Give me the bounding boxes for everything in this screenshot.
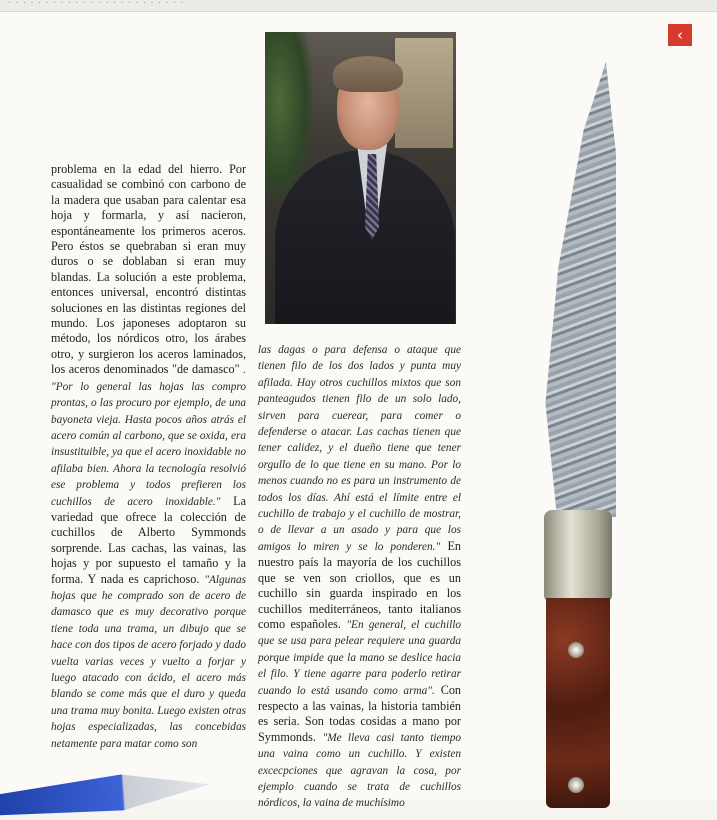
knife-rivet [568, 777, 584, 793]
knife-blade [544, 62, 616, 517]
hair [333, 56, 403, 92]
portrait-photo [265, 32, 456, 324]
article-column-middle [258, 342, 461, 812]
breadcrumb: · · · · · · · · · · · · · · · · · · · · · · · · [8, 0, 185, 7]
magazine-page [0, 12, 717, 810]
quote-paragraph: las dagas o para defensa o ataque que tienen filo de los dos lados y punta muy afilada. Hay otros cuchillos mixtos que son panteagudos tienen filo de un solo lado, sirven para cuerear, para comer o defenderse o atacar. Las cachas tienen que tener calidez, y el dueño tiene que tener orgullo de lo que tiene en su mano. Por lo menos cuando no es para un instrumento de todos los días. Ahí está el límite entre el cuchillo de trabajo y el cuchillo de mostrar, o de llevar a un asado y para que los amigos lo miren y se lo ponderen." [258, 344, 461, 553]
quote-paragraph: "Algunas hojas que he comprado son de acero de damasco que es muy decorativo porque tiene toda una trama, un dibujo que se hace con dos tipos de acero forjado y dado vuelta varias veces y vuelto a forjar y luego atacado con ácido, el acero más blando se come más que el duro y queda una trama muy bonita. Luego existen otras hojas especializadas, las concebidas netamente para matar como son [51, 573, 247, 750]
paragraph: La variedad que ofrece la colección de cuchillos de Alberto Symmonds sorprende. Las cachas, las vainas, las hojas y por supuesto el tamaño y la forma. Y nada es caprichoso. [51, 493, 246, 586]
blue-knife-photo [0, 764, 211, 819]
top-bar [0, 0, 717, 12]
back-chevron-icon[interactable]: ‹ [668, 24, 692, 46]
knife-rivet [568, 642, 584, 658]
quote-paragraph: . "Por lo general las hojas las compro prontas, o las procuro por ejemplo, de una bayoneta vieja. Hasta pocos años atrás el acero común al carbono, que se oxida, era insustituible, ya que el acero inoxidable no afilaba bien. Ahora la tecnología resolvió ese problema y todos prefieren los cuchillos de acero inoxidable." [51, 364, 246, 508]
article-column-left [51, 162, 246, 752]
window-background [395, 38, 453, 148]
quote-paragraph: "Me lleva casi tanto tiempo una vaina como un cuchillo. Y existen excecpciones que agravan la cosa, por ejemplo cuando se trata de cuchillos nórdicos, la vaina de muchísimo [258, 731, 462, 810]
knife-guard [544, 510, 612, 600]
quote-paragraph: "En general, el cuchillo que se usa para pelear requiere una guarda porque impide que la mano se deslice hacia el filo. Y tiene agarre para poderlo retirar cuando lo está usando como arma". [258, 618, 462, 697]
paragraph: En nuestro país la mayoría de los cuchillos que se ven son criollos, que es un cuchillo sin guarda inspirado en los cuchillos mediterráneos, tanto italianos como españoles. [258, 538, 461, 631]
paragraph: Con respecto a las vainas, la historia también es seria. Son todas cosidas a mano por Symmonds. [258, 682, 462, 744]
damascus-knife-photo [540, 62, 620, 802]
paragraph: problema en la edad del hierro. Por casualidad se combinó con carbono de la madera que usaban para calentar esa hoja y formarla, y así nacieron, espontáneamente los primeros aceros. Pero éstos se quebraban si eran muy duros o se doblaban si eran muy blandas. La solución a este problema, entonces universal, encontró distintas soluciones en las distintas regiones del mundo. Los japoneses adoptaron su método, los nórdicos otro, los árabes otro, y surgieron los aceros laminados, los aceros denominados "de damasco" [51, 162, 246, 377]
